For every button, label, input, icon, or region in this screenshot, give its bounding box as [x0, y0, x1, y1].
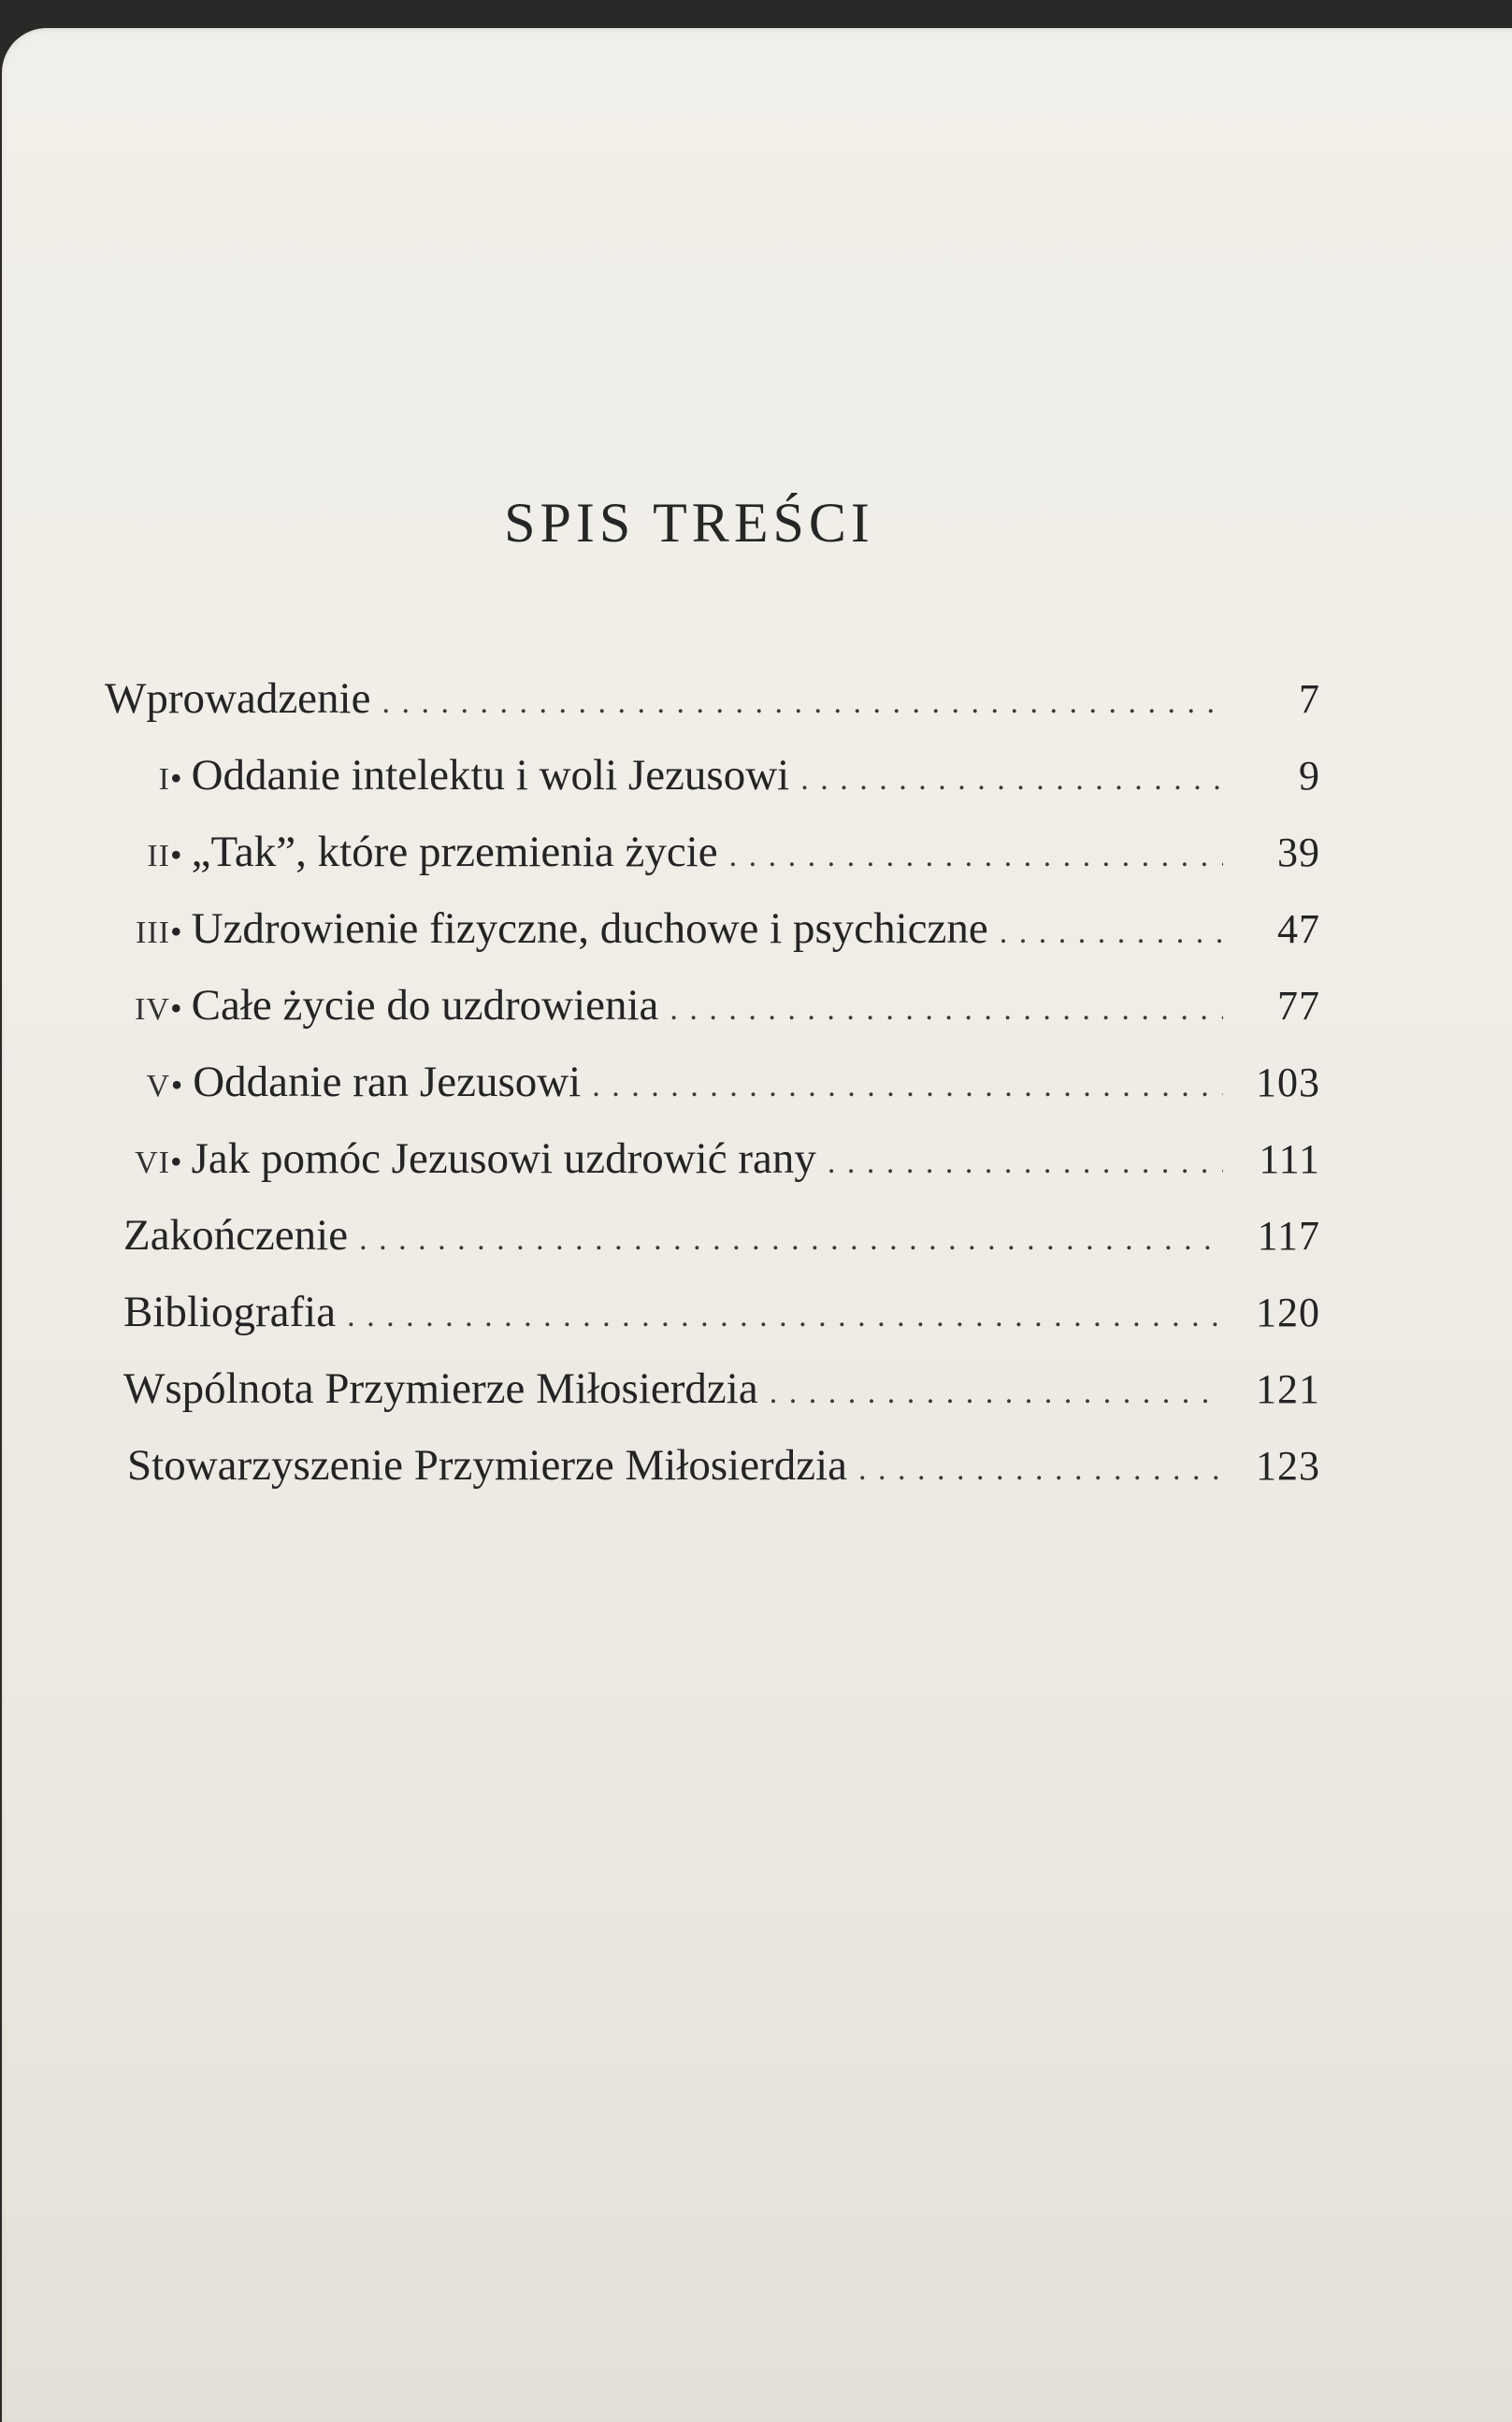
- toc-entry-chapter-4: [105, 980, 1320, 1045]
- page-title: SPIS TREŚCI: [504, 492, 874, 554]
- toc-entry-chapter-5: [105, 1057, 1320, 1122]
- dot-leader: [1000, 915, 1223, 951]
- toc-entry-label: Zakończenie: [123, 1211, 349, 1260]
- toc-entry-label: „Tak”, które przemienia życie: [191, 828, 718, 876]
- toc-entry-community: [123, 1363, 1320, 1429]
- chapter-number: VI: [135, 1146, 170, 1180]
- toc-entry-label: Stowarzyszenie Przymierze Miłosierdzia: [127, 1441, 847, 1490]
- toc-page-number: 111: [1259, 1136, 1320, 1182]
- toc-entry-introduction: [105, 673, 1320, 739]
- toc-entry-label: Całe życie do uzdrowienia: [191, 981, 659, 1030]
- dot-leader: [347, 1299, 1223, 1334]
- bullet-separator: •: [170, 1066, 183, 1103]
- toc-entry-label: Jak pomóc Jezusowi uzdrowić rany: [191, 1134, 816, 1183]
- dot-leader: [592, 1069, 1223, 1104]
- toc-entry-chapter-3: [105, 903, 1320, 969]
- toc-entry-conclusion: [123, 1210, 1320, 1276]
- toc-entry-label: Uzdrowienie fizyczne, duchowe i psychiczne: [191, 904, 988, 953]
- toc-entry-association: [127, 1440, 1320, 1506]
- dot-leader: [729, 839, 1223, 874]
- toc-page-number: 77: [1277, 983, 1320, 1029]
- dot-leader: [382, 685, 1223, 721]
- toc-page-number: 39: [1277, 829, 1320, 875]
- toc-page-number: 120: [1256, 1290, 1320, 1335]
- chapter-number: IV: [135, 992, 170, 1027]
- dot-leader: [858, 1452, 1223, 1488]
- book-page: [2, 28, 1512, 2422]
- chapter-number: III: [136, 915, 170, 950]
- toc-entry-chapter-6: [105, 1133, 1320, 1199]
- dot-leader: [800, 762, 1223, 798]
- toc-page-number: 121: [1256, 1366, 1320, 1412]
- dot-leader: [359, 1222, 1223, 1258]
- dot-leader: [670, 992, 1223, 1028]
- toc-entry-bibliography: [123, 1287, 1320, 1352]
- toc-page-number: 7: [1299, 676, 1320, 722]
- bullet-separator: •: [170, 836, 182, 873]
- bullet-separator: •: [170, 1143, 182, 1180]
- toc-entry-chapter-2: [105, 827, 1320, 892]
- dot-leader: [828, 1146, 1223, 1181]
- toc-entry-label: Oddanie ran Jezusowi: [193, 1058, 582, 1106]
- toc-entry-label: Wspólnota Przymierze Miłosierdzia: [123, 1364, 758, 1413]
- dot-leader: [770, 1376, 1223, 1411]
- toc-entry-label: Wprowadzenie: [105, 674, 371, 723]
- bullet-separator: •: [170, 759, 182, 797]
- toc-page-number: 123: [1256, 1443, 1320, 1489]
- chapter-number: II: [147, 839, 170, 873]
- chapter-number: V: [146, 1069, 170, 1103]
- toc-page-number: 9: [1299, 753, 1320, 799]
- toc-entry-chapter-1: [105, 750, 1320, 815]
- toc-page-number: 103: [1256, 1060, 1320, 1105]
- toc-page-number: 117: [1257, 1213, 1320, 1259]
- toc-entry-label: Oddanie intelektu i woli Jezusowi: [191, 751, 790, 800]
- bullet-separator: •: [170, 913, 182, 950]
- toc-entry-label: Bibliografia: [123, 1288, 337, 1336]
- chapter-number: I: [158, 762, 170, 797]
- bullet-separator: •: [170, 989, 182, 1027]
- toc-page-number: 47: [1277, 906, 1320, 952]
